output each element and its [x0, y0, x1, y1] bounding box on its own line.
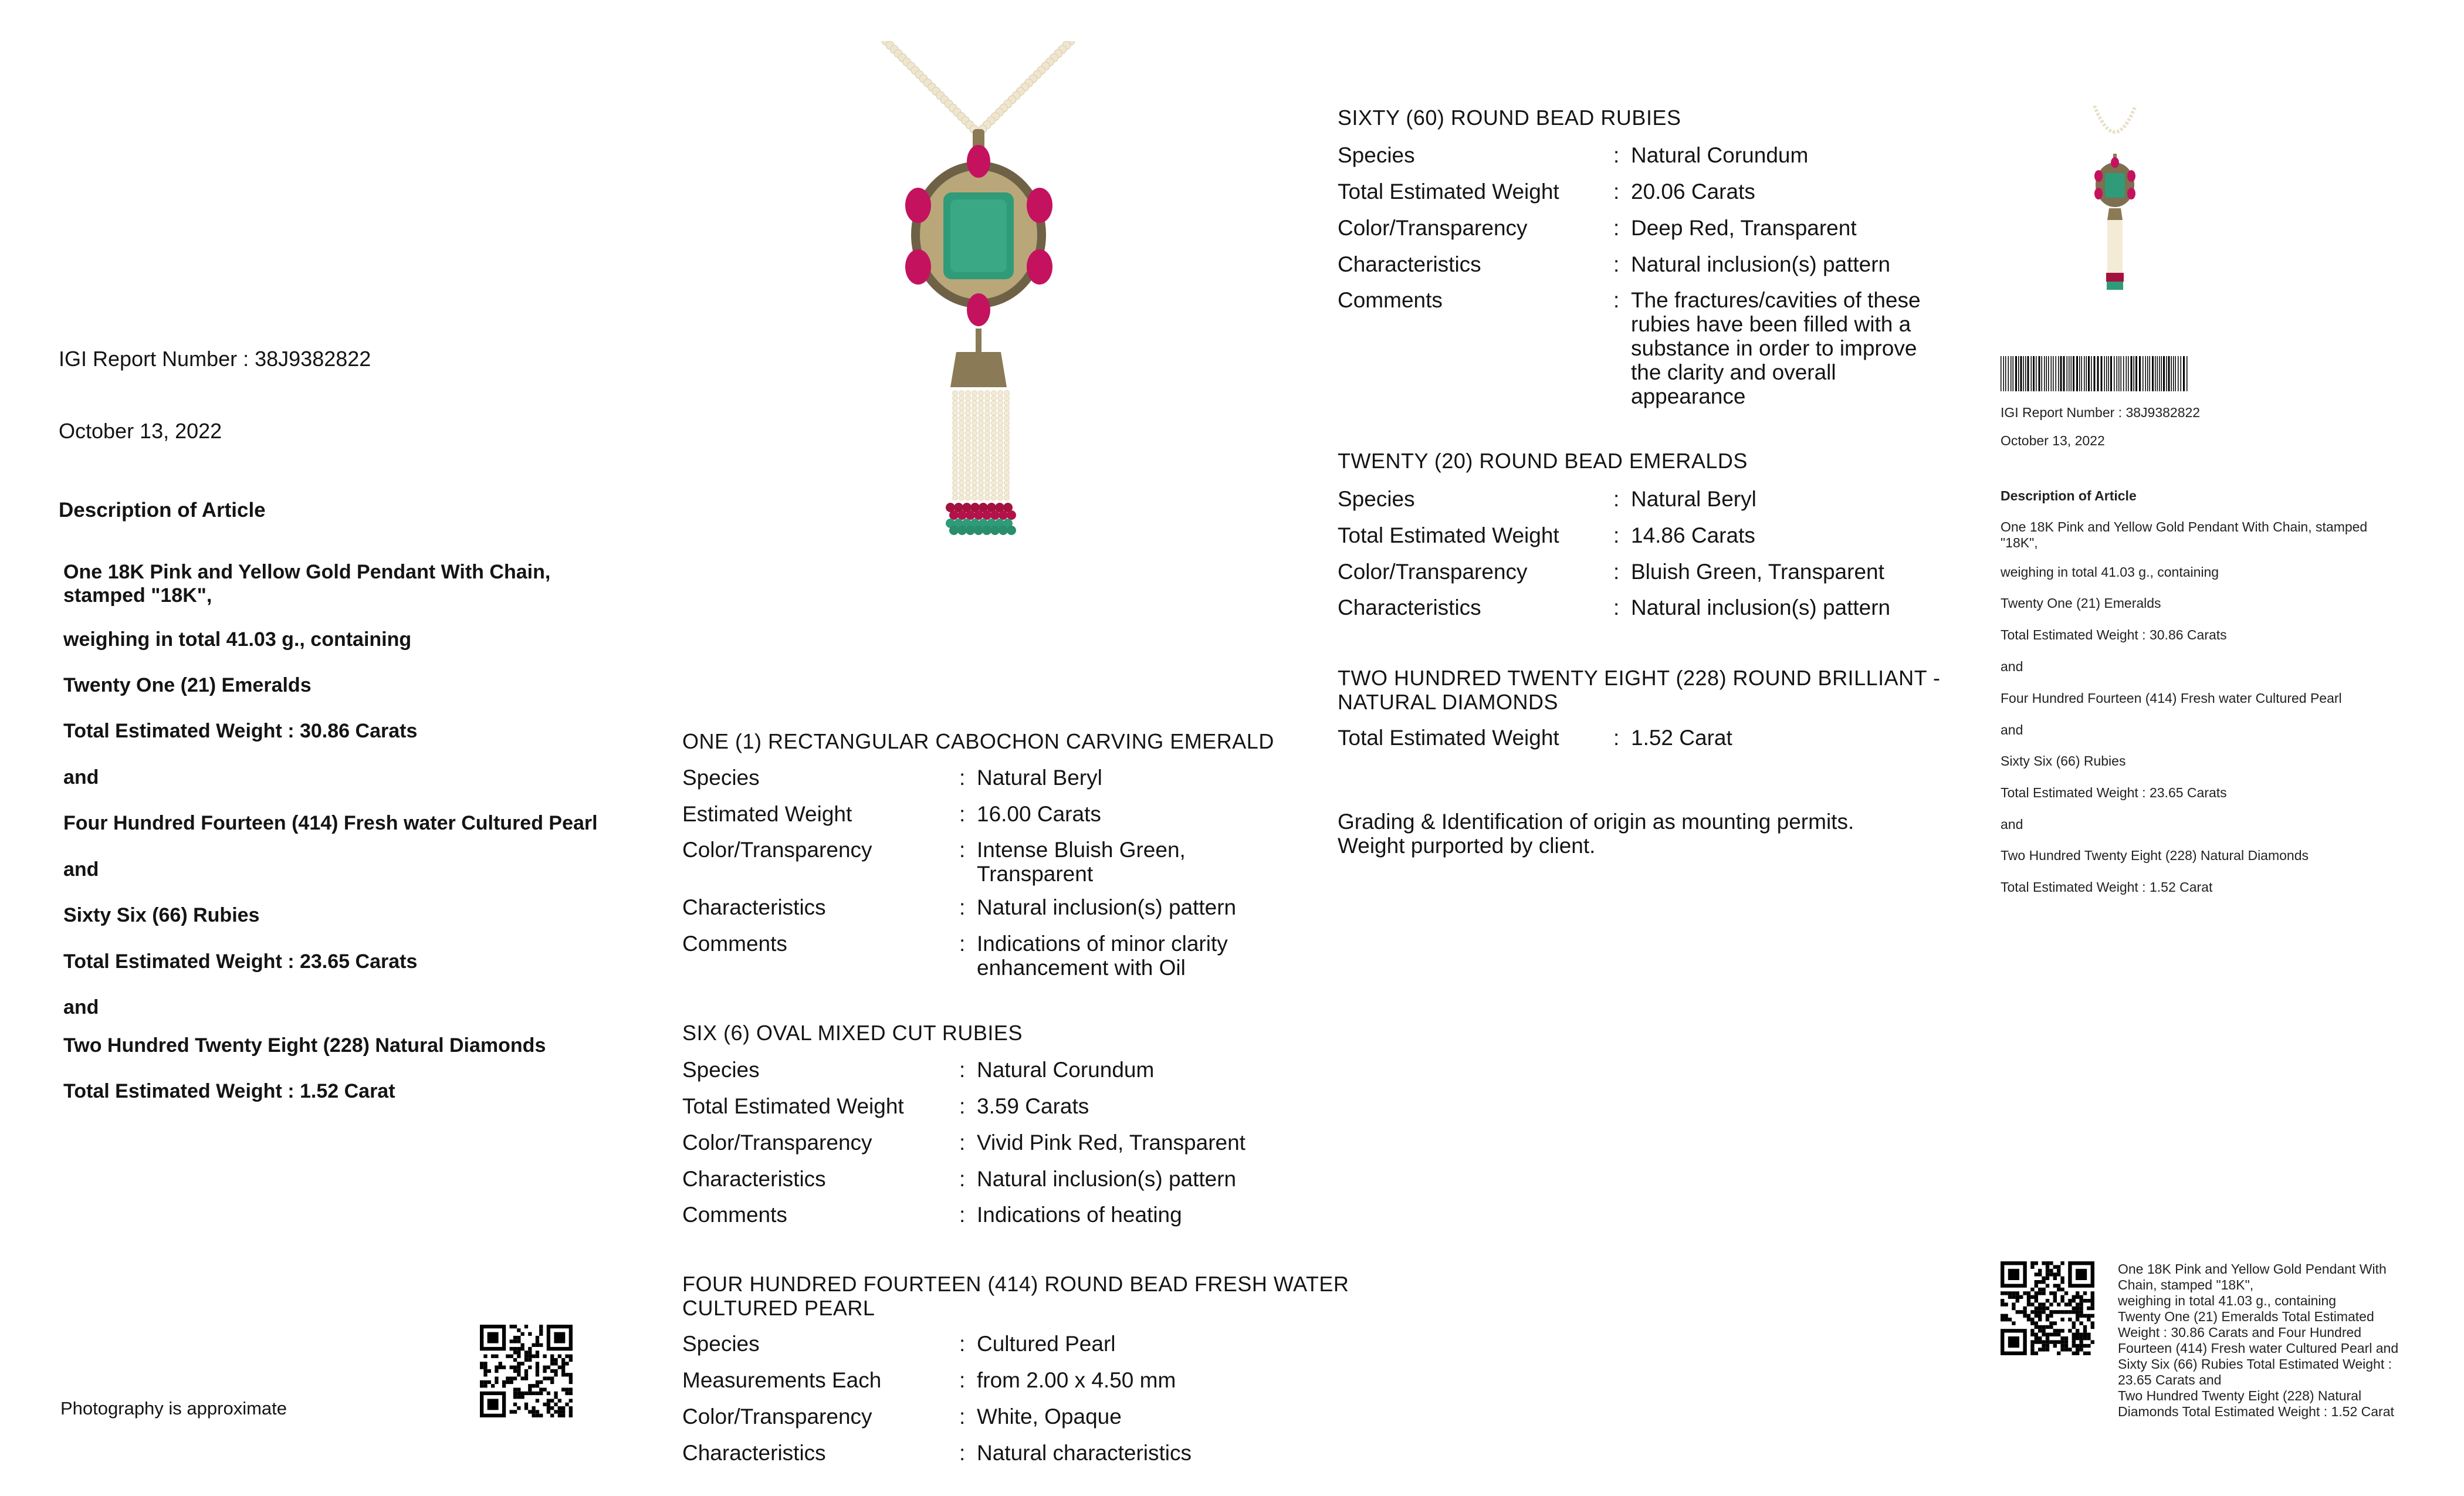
field-label: Estimated Weight: [682, 802, 852, 826]
field-colon: :: [1613, 560, 1620, 584]
field-label: Total Estimated Weight: [1338, 180, 1559, 204]
right-description-line: Four Hundred Fourteen (414) Fresh water Cultured Pearl: [2001, 691, 2342, 706]
field-value: 14.86 Carats: [1631, 523, 1755, 547]
field-value: Cultured Pearl: [977, 1332, 1116, 1356]
field-colon: :: [959, 1203, 966, 1227]
field-label: Measurements Each: [682, 1368, 882, 1392]
field-label: Characteristics: [1338, 252, 1481, 276]
field-colon: :: [1613, 143, 1620, 167]
field-value: from 2.00 x 4.50 mm: [977, 1368, 1176, 1392]
field-colon: :: [1613, 252, 1620, 276]
description-line: Four Hundred Fourteen (414) Fresh water Cultured Pearl: [63, 812, 598, 834]
pendant-photo: [868, 41, 1091, 551]
description-line: Total Estimated Weight : 1.52 Carat: [63, 1080, 395, 1102]
field-colon: :: [959, 1058, 966, 1082]
right-description-line: weighing in total 41.03 g., containing: [2001, 564, 2219, 580]
field-value: The fractures/cavities of these rubies have been filled with a substance in order to improve the clarity and overall appearance: [1631, 288, 1921, 408]
section-title-rubies-bead: SIXTY (60) ROUND BEAD RUBIES: [1338, 106, 1681, 130]
field-colon: :: [959, 1332, 966, 1356]
thumbnail-photo: [2083, 106, 2147, 299]
right-report-number: IGI Report Number : 38J9382822: [2001, 405, 2201, 420]
right-description-line: One 18K Pink and Yellow Gold Pendant With Chain, stamped "18K",: [2001, 519, 2368, 550]
grading-note: Grading & Identification of origin as mounting permits. Weight purported by client.: [1338, 810, 1854, 858]
photography-note: Photography is approximate: [60, 1398, 287, 1419]
field-colon: :: [959, 838, 966, 862]
field-colon: :: [959, 1404, 966, 1429]
field-colon: :: [959, 895, 966, 919]
section-title-pearl: FOUR HUNDRED FOURTEEN (414) ROUND BEAD FRESH WATER CULTURED PEARL: [682, 1272, 1349, 1320]
field-value: Natural inclusion(s) pattern: [977, 895, 1237, 919]
description-line: and: [63, 858, 99, 881]
field-colon: :: [1613, 216, 1620, 240]
field-colon: :: [959, 1441, 966, 1465]
description-line: Total Estimated Weight : 30.86 Carats: [63, 720, 418, 742]
field-label: Species: [682, 1058, 760, 1082]
field-value: 1.52 Carat: [1631, 726, 1732, 750]
field-label: Comments: [682, 932, 787, 956]
description-line: Sixty Six (66) Rubies: [63, 904, 260, 926]
right-description-line: Total Estimated Weight : 30.86 Carats: [2001, 627, 2227, 642]
field-label: Species: [1338, 487, 1415, 511]
field-value: Vivid Pink Red, Transparent: [977, 1131, 1245, 1155]
section-title-rubies-oval: SIX (6) OVAL MIXED CUT RUBIES: [682, 1021, 1023, 1045]
right-qr-code: [2001, 1261, 2094, 1355]
field-value: Natural inclusion(s) pattern: [977, 1167, 1237, 1191]
field-label: Total Estimated Weight: [682, 1094, 904, 1118]
report-number: IGI Report Number : 38J9382822: [59, 347, 371, 371]
field-value: Natural inclusion(s) pattern: [1631, 595, 1891, 620]
field-colon: :: [959, 932, 966, 956]
right-description-line: Total Estimated Weight : 23.65 Carats: [2001, 785, 2227, 800]
field-value: White, Opaque: [977, 1404, 1122, 1429]
field-value: 3.59 Carats: [977, 1094, 1089, 1118]
right-report-date: October 13, 2022: [2001, 433, 2105, 448]
field-colon: :: [959, 1167, 966, 1191]
field-value: 16.00 Carats: [977, 802, 1101, 826]
field-label: Characteristics: [1338, 595, 1481, 620]
field-colon: :: [1613, 595, 1620, 620]
field-value: Natural characteristics: [977, 1441, 1192, 1465]
description-line: weighing in total 41.03 g., containing: [63, 628, 412, 651]
field-label: Color/Transparency: [1338, 560, 1528, 584]
field-value: Natural Corundum: [977, 1058, 1155, 1082]
section-title-diamonds: TWO HUNDRED TWENTY EIGHT (228) ROUND BRILLIANT - NATURAL DIAMONDS: [1338, 666, 1941, 714]
right-description-heading: Description of Article: [2001, 488, 2137, 503]
description-line: and: [63, 766, 99, 788]
field-colon: :: [959, 766, 966, 790]
field-label: Color/Transparency: [682, 1131, 872, 1155]
section-title-emerald-main: ONE (1) RECTANGULAR CABOCHON CARVING EMERALD: [682, 729, 1274, 753]
qr-code: [480, 1325, 573, 1417]
field-colon: :: [1613, 180, 1620, 204]
field-value: Natural Beryl: [977, 766, 1102, 790]
field-label: Comments: [682, 1203, 787, 1227]
field-value: Indications of heating: [977, 1203, 1182, 1227]
field-value: Natural inclusion(s) pattern: [1631, 252, 1891, 276]
field-label: Color/Transparency: [682, 838, 872, 862]
description-line: Total Estimated Weight : 23.65 Carats: [63, 950, 418, 973]
section-title-emeralds-bead: TWENTY (20) ROUND BEAD EMERALDS: [1338, 449, 1748, 473]
qr-summary: One 18K Pink and Yellow Gold Pendant With Chain, stamped "18K", weighing in total 41.03 g., containing Twenty One (21) Emeralds Total Estimated Weight : 30.86 Carats and Four Hundred Fourteen (414) Fresh water Cultured Pearl and Sixty Six (66) Rubies Total Estimated Weight : 23.65 Carats and Two Hundred Twenty Eight (228) Natural Diamonds Total Estimated Weight : 1.52 Carat: [2118, 1261, 2399, 1419]
field-label: Color/Transparency: [682, 1404, 872, 1429]
description-line: Two Hundred Twenty Eight (228) Natural Diamonds: [63, 1034, 546, 1057]
field-colon: :: [1613, 487, 1620, 511]
description-line: Twenty One (21) Emeralds: [63, 674, 312, 696]
field-label: Comments: [1338, 288, 1443, 312]
field-value: 20.06 Carats: [1631, 180, 1755, 204]
field-value: Deep Red, Transparent: [1631, 216, 1857, 240]
field-value: Bluish Green, Transparent: [1631, 560, 1884, 584]
field-label: Characteristics: [682, 1441, 826, 1465]
field-value: Natural Corundum: [1631, 143, 1809, 167]
right-description-line: Sixty Six (66) Rubies: [2001, 753, 2126, 769]
field-colon: :: [1613, 726, 1620, 750]
field-value: Indications of minor clarity enhancement with Oil: [977, 932, 1228, 980]
right-description-line: Twenty One (21) Emeralds: [2001, 595, 2161, 611]
field-label: Total Estimated Weight: [1338, 523, 1559, 547]
field-colon: :: [1613, 523, 1620, 547]
description-heading: Description of Article: [59, 499, 266, 522]
field-label: Characteristics: [682, 895, 826, 919]
field-label: Characteristics: [682, 1167, 826, 1191]
field-colon: :: [959, 1368, 966, 1392]
field-colon: :: [959, 802, 966, 826]
barcode: [2001, 356, 2188, 391]
field-label: Species: [682, 1332, 760, 1356]
field-label: Color/Transparency: [1338, 216, 1528, 240]
field-value: Natural Beryl: [1631, 487, 1756, 511]
field-colon: :: [1613, 288, 1620, 312]
right-description-line: Total Estimated Weight : 1.52 Carat: [2001, 879, 2213, 895]
field-value: Intense Bluish Green, Transparent: [977, 838, 1186, 886]
right-description-line: Two Hundred Twenty Eight (228) Natural Diamonds: [2001, 848, 2309, 863]
right-description-line: and: [2001, 722, 2023, 737]
field-colon: :: [959, 1131, 966, 1155]
right-description-line: and: [2001, 659, 2023, 674]
report-date: October 13, 2022: [59, 419, 222, 443]
description-line: One 18K Pink and Yellow Gold Pendant With Chain, stamped "18K",: [63, 561, 551, 607]
field-label: Total Estimated Weight: [1338, 726, 1559, 750]
field-label: Species: [1338, 143, 1415, 167]
field-colon: :: [959, 1094, 966, 1118]
field-label: Species: [682, 766, 760, 790]
right-description-line: and: [2001, 817, 2023, 832]
description-line: and: [63, 996, 99, 1018]
